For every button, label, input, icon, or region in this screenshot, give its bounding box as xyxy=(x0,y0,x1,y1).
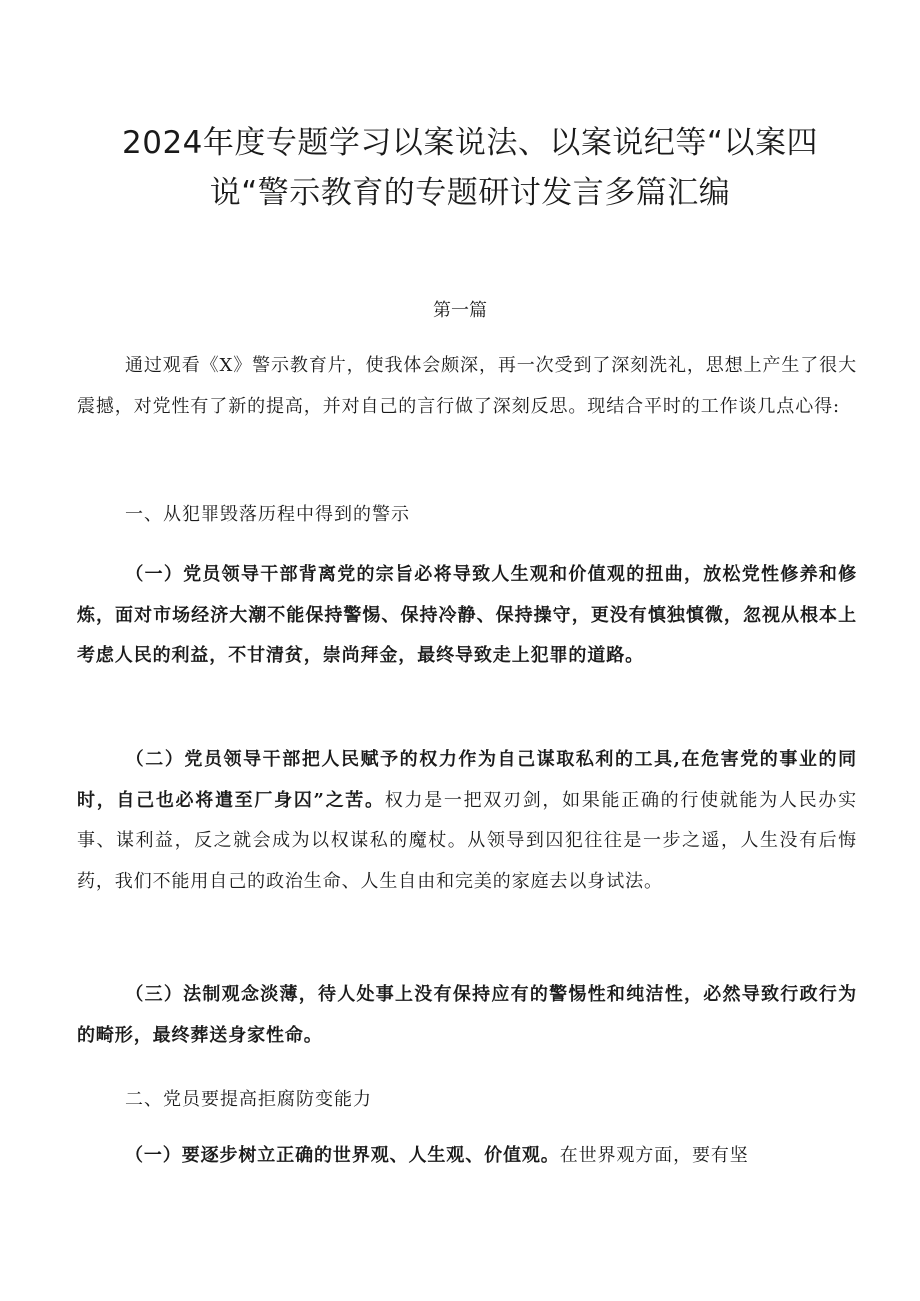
title-line-1: 2024年度专题学习以案说法、以案说纪等“以案四 xyxy=(122,125,818,161)
item-2-paragraph xyxy=(77,740,857,902)
item-4-bold-text: （一）要逐步树立正确的世界观、人生观、价值观。 xyxy=(125,1145,560,1166)
document-title xyxy=(70,118,870,218)
item-2-bold-text: （二）党员领导干部把人民赋予的权力作为自己谋取私利的工具,在危害党的事业的同时，自己也必将遣至厂身囚”之苦。 xyxy=(77,749,857,811)
item-4-paragraph xyxy=(77,1136,857,1177)
intro-text: 通过观看《X》警示教育片，使我体会颇深，再一次受到了深刻洗礼，思想上产生了很大震撼，对党性有了新的提高，并对自己的言行做了深刻反思。现结合平时的工作谈几点心得: xyxy=(77,355,857,417)
intro-paragraph xyxy=(77,346,857,427)
item-3-paragraph xyxy=(77,975,857,1056)
section-label: 第一篇 xyxy=(433,300,487,321)
item-1-paragraph xyxy=(77,555,857,677)
item-1-text: （一）党员领导干部背离党的宗旨必将导致人生观和价值观的扭曲，放松党性修养和修炼，面对市场经济大潮不能保持警惕、保持冷静、保持操守，更没有慎独慎微，忽视从根本上考虑人民的利益，不甘清贫，崇尚拜金，最终导致走上犯罪的道路。 xyxy=(77,564,857,666)
item-3-text: （三）法制观念淡薄，待人处事上没有保持应有的警惕性和纯洁性，必然导致行政行为的畸形，最终葬送身家性命。 xyxy=(77,984,857,1046)
title-line-2: 说“警示教育的专题研讨发言多篇汇编 xyxy=(209,175,731,211)
heading-2: 二、党员要提高拒腐防变能力 xyxy=(125,1089,372,1110)
item-2-text: 权力是一把双刃剑，如果能正确的行使就能为人民办实事、谋利益，反之就会成为以权谋私的魔杖。从领导到囚犯往往是一步之遥，人生没有后悔药，我们不能用自己的政治生命、人生自由和完美的家庭去以身试法。 xyxy=(77,789,857,892)
heading-1: 一、从犯罪毁落历程中得到的警示 xyxy=(125,504,410,525)
item-4-text: 在世界观方面，要有坚 xyxy=(559,1145,749,1166)
